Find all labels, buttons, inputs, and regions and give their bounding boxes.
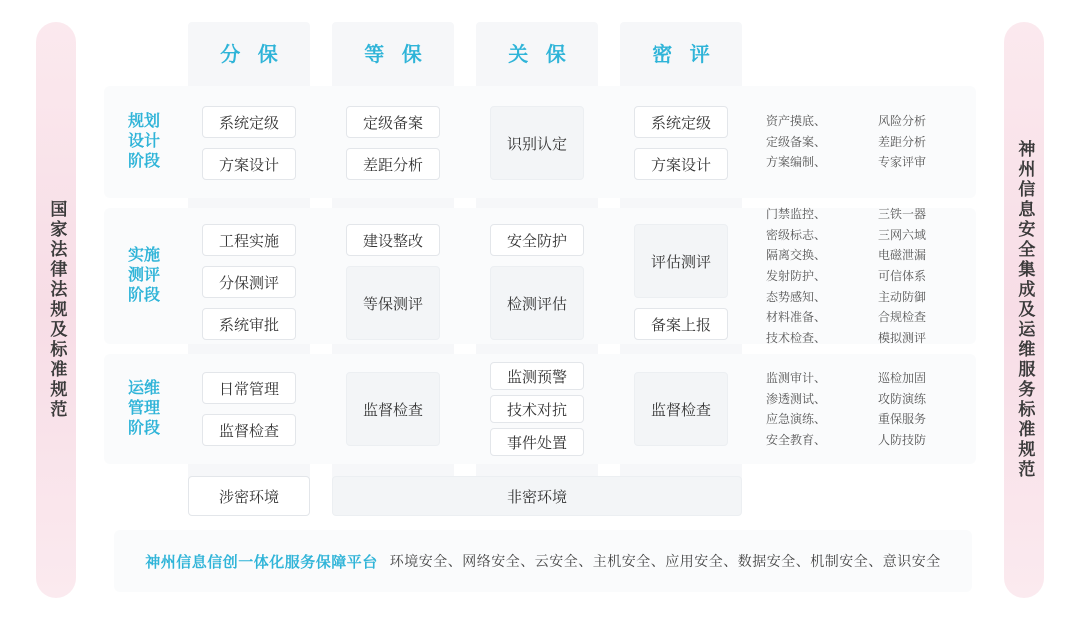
- notes-planning-left: [766, 111, 860, 173]
- note-item: 技术检查、: [766, 330, 827, 345]
- note-item: 安全教育、: [766, 432, 827, 447]
- stage-label-line: 设计: [127, 133, 160, 150]
- stage-label-line: 管理: [127, 400, 160, 417]
- notes-implementation-right: [878, 204, 972, 348]
- stage-label-line: 阶段: [127, 420, 160, 437]
- note-item: 重保服务: [878, 412, 927, 426]
- cell-operations-fenbao-2[interactable]: 监督检查: [202, 414, 296, 446]
- cell-implementation-miping-2[interactable]: 备案上报: [634, 308, 728, 340]
- note-item: 监测审计、: [766, 370, 827, 385]
- cell-operations-fenbao-1[interactable]: 日常管理: [202, 372, 296, 404]
- cell-implementation-guanbao-2[interactable]: 检测评估: [490, 266, 584, 340]
- stage-label-planning: [114, 112, 174, 172]
- matrix-main: [104, 22, 976, 598]
- notes-implementation: [766, 204, 972, 348]
- platform-title: 神州信息信创一体化服务保障平台: [145, 553, 378, 571]
- note-item: 攻防演练: [878, 391, 927, 406]
- notes-operations-left: [766, 368, 860, 451]
- note-item: 巡检加固: [878, 370, 927, 385]
- environment-secret[interactable]: 涉密环境: [188, 476, 310, 516]
- cell-implementation-fenbao-1[interactable]: 工程实施: [202, 224, 296, 256]
- stage-label-line: 阶段: [127, 287, 160, 304]
- column-header-dengbao: 等 保: [364, 43, 428, 66]
- column-header-miping: 密 评: [652, 43, 716, 66]
- platform-bar: [114, 530, 972, 592]
- notes-planning: [766, 111, 972, 173]
- left-banner: [36, 22, 76, 598]
- note-item: 材料准备、: [766, 309, 827, 324]
- notes-operations-right: [878, 368, 972, 451]
- cell-operations-guanbao-1[interactable]: 监测预警: [490, 362, 584, 390]
- note-item: 隔离交换、: [766, 248, 827, 263]
- cell-planning-dengbao-1[interactable]: 定级备案: [346, 106, 440, 138]
- stage-label-line: 规划: [127, 113, 160, 130]
- cell-planning-fenbao-2[interactable]: 方案设计: [202, 148, 296, 180]
- cell-planning-fenbao-1[interactable]: 系统定级: [202, 106, 296, 138]
- note-item: 可信体系: [878, 268, 927, 283]
- note-item: 人防技防: [878, 432, 927, 447]
- note-item: 发射防护、: [766, 268, 827, 283]
- cell-operations-guanbao-3[interactable]: 事件处置: [490, 428, 584, 456]
- cell-implementation-guanbao-1[interactable]: 安全防护: [490, 224, 584, 256]
- stage-label-line: 实施: [127, 247, 160, 264]
- note-item: 合规检查: [878, 309, 927, 324]
- cell-implementation-dengbao-1[interactable]: 建设整改: [346, 224, 440, 256]
- stage-label-line: 测评: [127, 267, 160, 284]
- cell-planning-miping-2[interactable]: 方案设计: [634, 148, 728, 180]
- stage-row-implementation: [104, 208, 976, 344]
- stage-label-implementation: [114, 246, 174, 306]
- cell-operations-guanbao-2[interactable]: 技术对抗: [490, 395, 584, 423]
- cell-planning-guanbao-1[interactable]: 识别认定: [490, 106, 584, 180]
- cell-operations-dengbao-1[interactable]: 监督检查: [346, 372, 440, 446]
- cell-operations-miping-1[interactable]: 监督检查: [634, 372, 728, 446]
- note-item: 方案编制、: [766, 155, 827, 170]
- note-item: 态势感知、: [766, 289, 827, 304]
- stage-row-planning: [104, 86, 976, 198]
- note-item: 差距分析: [878, 134, 927, 149]
- note-item: 模拟测评: [878, 330, 927, 345]
- note-item: 应急演练、: [766, 412, 827, 426]
- stage-label-line: 运维: [127, 380, 160, 397]
- environment-row: [104, 472, 976, 520]
- note-item: 渗透测试、: [766, 391, 827, 406]
- column-header-fenbao: 分 保: [220, 43, 284, 66]
- note-item: 密级标志、: [766, 227, 827, 242]
- stage-label-operations: [114, 379, 174, 439]
- right-banner: [1004, 22, 1044, 598]
- stage-row-operations: [104, 354, 976, 464]
- note-item: 电磁泄漏: [878, 248, 927, 263]
- note-item: 三网六域: [878, 227, 927, 242]
- cell-implementation-fenbao-3[interactable]: 系统审批: [202, 308, 296, 340]
- cell-planning-dengbao-2[interactable]: 差距分析: [346, 148, 440, 180]
- right-banner-text: 神州信息安全集成及运维服务标准规范: [1015, 140, 1035, 480]
- column-header-guanbao: 关 保: [508, 43, 572, 66]
- note-item: 主动防御: [878, 289, 927, 304]
- cell-implementation-fenbao-2[interactable]: 分保测评: [202, 266, 296, 298]
- note-item: 资产摸底、: [766, 114, 827, 129]
- note-item: 风险分析: [878, 114, 927, 129]
- note-item: 专家评审: [878, 155, 927, 170]
- notes-implementation-left: [766, 204, 860, 348]
- note-item: 定级备案、: [766, 134, 827, 149]
- column-header-row: [104, 22, 976, 78]
- note-item: 三铁一器: [878, 206, 927, 221]
- cell-planning-miping-1[interactable]: 系统定级: [634, 106, 728, 138]
- cell-implementation-miping-1[interactable]: 评估测评: [634, 224, 728, 298]
- environment-non-secret[interactable]: 非密环境: [332, 476, 742, 516]
- cell-implementation-dengbao-2[interactable]: 等保测评: [346, 266, 440, 340]
- notes-planning-right: [878, 111, 972, 173]
- notes-operations: [766, 368, 972, 451]
- left-banner-text: 国家法律法规及标准规范: [47, 200, 67, 420]
- platform-subtitle: 环境安全、网络安全、云安全、主机安全、应用安全、数据安全、机制安全、意识安全: [389, 553, 941, 569]
- stage-label-line: 阶段: [127, 153, 160, 170]
- note-item: 门禁监控、: [766, 206, 827, 221]
